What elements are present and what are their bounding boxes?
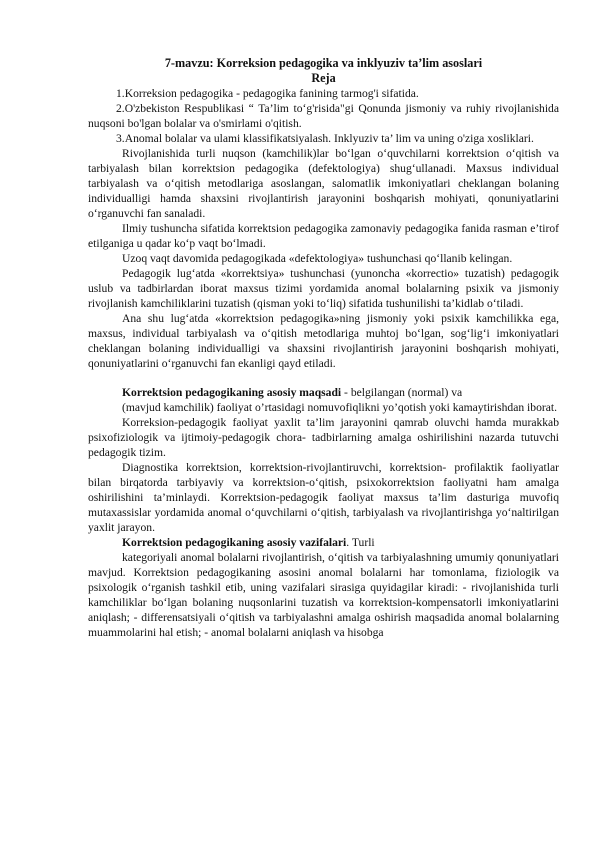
paragraph-gap — [88, 371, 559, 385]
document-page — [88, 56, 559, 640]
tasks-paragraph — [88, 535, 559, 550]
tasks-continuation — [88, 550, 559, 640]
tasks-text: kategoriyali anomal bolalarni rivojlantirish, o‘qitish va tarbiyalashning umumiy qonuniyatlari mavjud. Korrektsion pedagogikaning asosini anomal bolalarni har tomonlama, fiziologik va psixologik o‘rganish tashkil etib, uning vazifalari sirasiga quyidagilar kiradi: - rivojlanishida turli kamchiliklar bo‘lgan bolaning nuqsonlarini tuzatish va korrektsion-kompensatorli imkoniyatlarini aniqlash; - differensatsiyali o‘qitish va tarbiyalashni amalga oshirish maqsadida anomal bolalarning muammolarini hal etish; - anomal bolalarni aniqlash va hisobga — [88, 551, 559, 639]
plan-item-2: 2.O'zbekiston Respublikasi “ Ta’lim to‘g'risida"gi Qonunda jismoniy va ruhiy rivojlanishida nuqsoni bo'lgan bolalar va o'smirlami o'qitish. — [88, 102, 559, 130]
goal-continuation — [88, 400, 559, 415]
body-paragraph: Korreksion-pedagogik faoliyat yaxlit ta’lim jarayonini qamrab oluvchi hamda murakkab psixofiziologik va ijtimoiy-pedagogik chora- tadbirlarning amalga oshirilishini nazarda tutuvchi pedagogik tizim. — [88, 416, 559, 459]
body-paragraph: Pedagogik lug‘atda «korrektsiya» tushunchasi (yunoncha «korrectio» tuzatish) pedagogik uslub va tadbirlardan iborat maxsus tizimi yordamida anomal bolalarning psixik va jismoniy rivojlanish kamchiliklarini tuzatish (qisman yoki to‘liq) sifatida tushunilishi ta’kidlab o‘tiladi. — [88, 267, 559, 310]
body-paragraph: Ana shu lug‘atda «korrektsion pedagogika»ning jismoniy yoki psixik kamchilikka ega, maxsus, individual tarbiyalash va o‘qitish metodlariga muhtoj bo‘lgan, sog‘lig‘i imkoniyatlari cheklangan bolaning individualligi va shaxsini rivojlantirish jarayonini boshqarish mohiyati, qonuniyatlarini o‘rganuvchi fan ekanligi qayd etiladi. — [88, 312, 559, 370]
body-paragraph: Uzoq vaqt davomida pedagogikada «defektologiya» tushunchasi qo‘llanib kelingan. — [122, 252, 513, 265]
plan-item-3: 3.Anomal bolalar va ulami klassifikatsiyalash. Inklyuziv ta’ lim va uning o'ziga xosliklari. — [116, 132, 534, 145]
plan-heading: Reja — [311, 71, 336, 85]
goal-heading: Korrektsion pedagogikaning asosiy maqsadi — [122, 386, 342, 399]
goal-paragraph — [88, 385, 559, 400]
body-paragraph: Rivojlanishida turli nuqson (kamchilik)lar bo‘lgan o‘quvchilarni korrektsion o‘qitish va tarbiyalash bilan korrektsion pedagogika (defektologiya) shug‘ullanadi. Maxsus individual tarbiyalash va o‘qitish metodlariga asoslangan, salomatlik imkoniyatlari cheklangan bolaning individualligi hamda shaxsini rivojlantirish jarayonini boshqarish mohiyati, qonuniyatlarini o‘rganuvchi fan sanaladi. — [88, 147, 559, 220]
tasks-intro: . Turli — [346, 536, 375, 549]
body-paragraph: Diagnostika korrektsion, korrektsion-rivojlantiruvchi, korrektsion- profilaktik faoliyatlar bilan birqatorda tarbiyaviy va korrektsion-o‘qitish, psixokorrektsion faoliyatni ham amalga oshirilishini ta’minlaydi. Korrektsion-pedagogik faoliyat maxsus ta’lim dasturiga muvofiq mutaxassislar yordamida anomal o‘quvchilarni o‘qitish, tarbiyalash va rivojlantirishga yo‘naltirilgan yaxlit jarayon. — [88, 461, 559, 534]
body-paragraph: Ilmiy tushuncha sifatida korrektsion pedagogika zamonaviy pedagogika fanida rasman e’tirof etilganiga u qadar ko‘p vaqt bo‘lmadi. — [88, 222, 559, 250]
plan-item-1: 1.Korreksion pedagogika - pedagogika fanining tarmog'i sifatida. — [116, 87, 419, 100]
goal-intro: - belgilangan (normal) va — [341, 386, 463, 399]
tasks-heading: Korrektsion pedagogikaning asosiy vazifalari — [122, 536, 347, 549]
document-title: 7-mavzu: Korreksion pedagogika va inklyuziv ta’lim asoslari — [164, 56, 483, 70]
goal-text: (mavjud kamchilik) faoliyat o’rtasidagi nomuvofiqlikni yo’qotish yoki kamaytirishdan iborat. — [122, 401, 558, 414]
